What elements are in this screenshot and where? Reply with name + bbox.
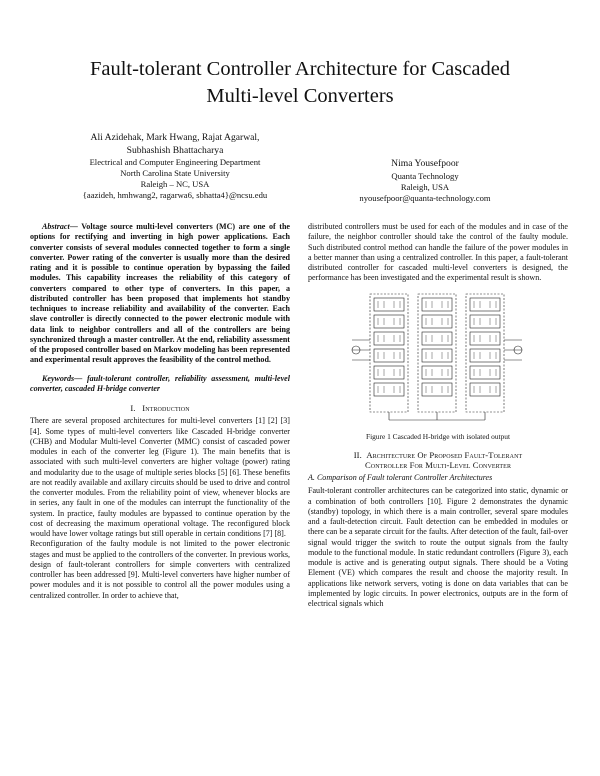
section-title-line-2: Controller For Multi-Level Converter <box>364 459 512 470</box>
abstract <box>30 222 290 366</box>
author-block-quanta <box>330 158 520 204</box>
author-city: Raleigh, USA <box>400 181 450 192</box>
section-title-line-1: Architecture Of Proposed Fault-Tolerant <box>366 449 523 460</box>
author-name: Nima Yousefpoor <box>391 158 459 169</box>
right-column <box>308 222 568 609</box>
paper-title <box>40 56 560 110</box>
figure-1 <box>348 290 528 430</box>
keywords: Keywords— fault-tolerant controller, reliability assessment, multi-level converter, cascaded H-bridge converter <box>30 373 290 393</box>
author-department: Electrical and Computer Engineering Department <box>89 157 261 167</box>
abstract-lead: Abstract <box>42 222 70 231</box>
title-line-1: Fault-tolerant Controller Architecture for Cascaded <box>89 58 511 80</box>
author-block-ncsu <box>40 132 310 201</box>
author-email[interactable]: {aazideh, hmhwang2, ragarwa6, sbhatta4}@ncsu.edu <box>82 190 268 200</box>
title-line-2: Multi-level Converters <box>206 85 394 107</box>
intro-paragraph-2: Reconfiguration of the faulty module is not limited to the power electronic stages and must be applied to the controllers of the converter. In previous works, design of fault-tolerant controllers for simple converters with centralized controller has been addressed [9]. Multi-level converters have higher number of power modules and it is not possible to control all the power modules using a centralized controller. In order to achieve that, <box>30 539 290 600</box>
cascaded-h-bridge-diagram <box>348 290 528 430</box>
abstract-text: — Voltage source multi-level converters (MC) are one of the options for rectifying and inverting in high power applications. Each converter consists of several modules connected together to form a single converter. Power rating of the converter is usually more than the desired rating and it is possible to continue operation by bypassing the failed modules. This capability increases the reliability of this category of converters compared to other type of converters. In this paper, a distributed controller has been proposed that implements hot standby techniques to increase reliability and availability of the converter. Each slave controller is directly connected to the power electronic module with data link to neighbor controllers and all of the controllers are being synchronized through a master controller. At the end, reliability assessment of the proposed controller based on Markov modeling has been represented and experimental result approves the feasibility of the control method. <box>30 222 290 365</box>
author-names-2: Subhashish Bhattacharya <box>126 144 224 156</box>
section-heading-introduction <box>30 403 290 413</box>
section-number: I. <box>130 403 136 413</box>
section-title: Introduction <box>142 403 190 413</box>
section-heading-architecture <box>308 450 568 471</box>
right-paragraph-1: distributed controllers must be used for each of the modules and in case of the failure, the neighbor controller should take the control of the faulty module. Such distributed control method can handle the failure of the power modules in a better manner than using a centralized controller. In this paper, a fault-tolerant distributed controller for cascaded multi-level converters is designed, the performance has been investigated and the experimental result is shown. <box>308 222 568 283</box>
author-names-1: Ali Azidehak, Mark Hwang, Rajat Agarwal, <box>90 132 260 143</box>
author-email[interactable]: nyousefpoor@quanta-technology.com <box>359 192 491 203</box>
author-university: North Carolina State University <box>120 168 230 178</box>
architecture-paragraph-1: Fault-tolerant controller architectures can be categorized into static, dynamic or a combination of both controllers [10]. Figure 2 demonstrates the dynamic (standby) topology, in which there is a main controller, several spare modules and a fault-detection circuit. Fault detection can be embedded in modules or there can be a separate circuit for the faults. After detection of the fault, fail-over signal would trigger the switch to route the output signals from the faulty module to the functional module. In static redundant controllers (Figure 3), each module is active and is generating output signals. There should be a Voting Element (VE) which compares the result and choose the majority result. In applications like network servers, voting is done on data variables that can be implemented by logic circuits. In power electronics, outputs are in the form of electrical signals which <box>308 486 568 608</box>
author-organization: Quanta Technology <box>391 170 459 181</box>
left-column <box>30 222 290 601</box>
subsection-heading-a: A. Comparison of Fault tolerant Controller Architectures <box>308 473 493 482</box>
figure-1-caption: Figure 1 Cascaded H-bridge with isolated output <box>365 431 511 441</box>
section-number: II. <box>353 449 362 460</box>
author-city: Raleigh – NC, USA <box>140 179 210 189</box>
intro-paragraph-1: There are several proposed architectures for multi-level converters [1] [2] [3] [4]. Some types of multi-level converters like Cascaded H-bridge converter (CHB) and Modular Multi-level Converter (MMC) consist of cascaded power modules in each of the converter leg (Figure 1). The main benefits that is associated with such multi-level converters are higher voltage (power) rating and modularity due to the usage of multiple series blocks [5] [6]. These benefits are not readily available and axillary circuits should be used to drive and control the converter modules. From the reliability point of view, whenever blocks are in series, any fault in one of the modules can interrupt the functionality of the system. In practice, faulty modules are bypassed to continue operation by the cost of decreasing the maximum operational voltage. The reconfigured block would have lower voltage ratings but still operable in certain conditions [7] [8]. <box>30 416 290 538</box>
